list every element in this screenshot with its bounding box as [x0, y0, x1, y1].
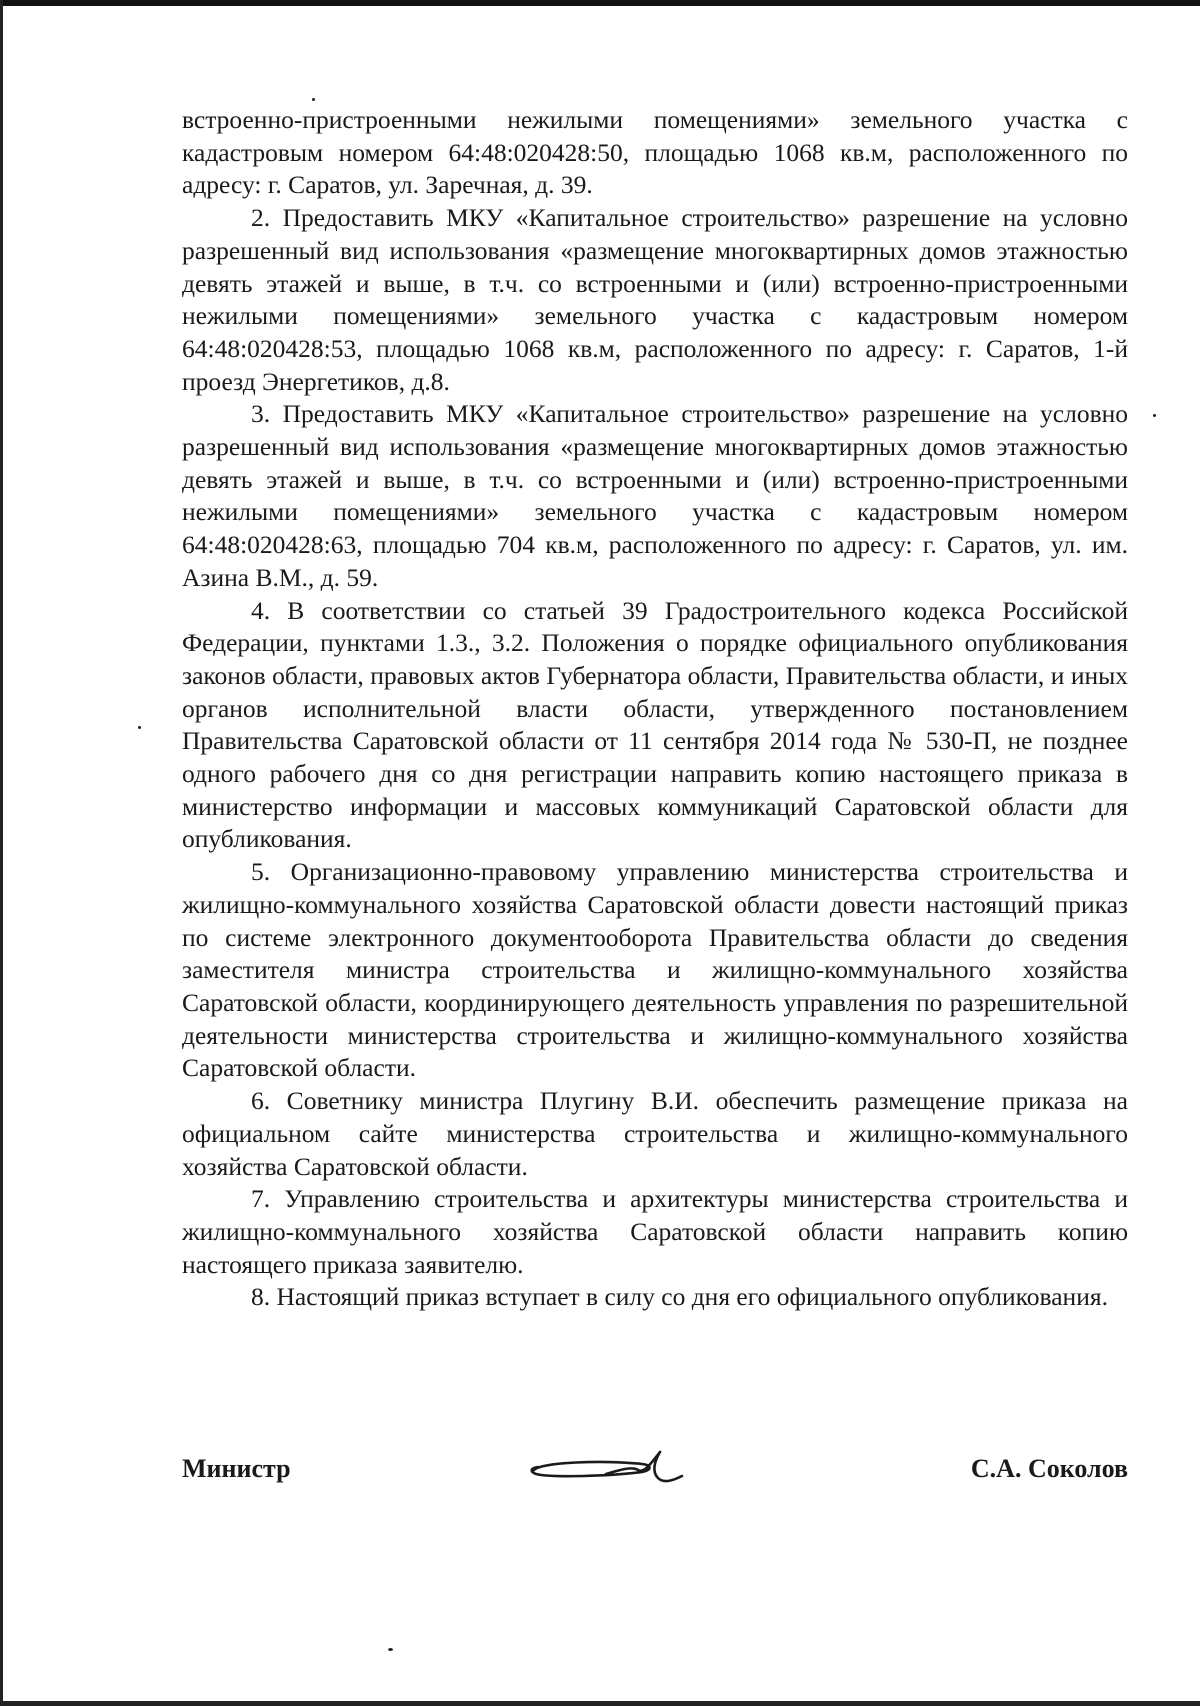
paragraph-item-3: 3. Предоставить МКУ «Капитальное строительство» разрешение на условно разрешенный вид использования «размещение многоквартирных домов этажностью девять этажей и выше, в т.ч. со встроенными и (или) встроенно-пристроенными нежилыми помещениями» земельного участка с кадастровым номером 64:48:020428:63, площадью 704 кв.м, расположенного по адресу: г. Саратов, ул. им. Азина В.М., д. 59. — [182, 399, 1128, 592]
paragraph-item-6: 6. Советнику министра Плугину В.И. обеспечить размещение приказа на официальном сайте министерства строительства и жилищно-коммунального хозяйства Саратовской области. — [182, 1086, 1128, 1181]
scan-top-edge — [0, 0, 1200, 6]
handwritten-signature — [502, 1440, 722, 1500]
paragraph-item-7: 7. Управлению строительства и архитектуры министерства строительства и жилищно-коммунального хозяйства Саратовской области направить копию настоящего приказа заявителю. — [182, 1184, 1128, 1279]
scan-speck — [312, 98, 315, 101]
paragraph-item-5: 5. Организационно-правовому управлению министерства строительства и жилищно-коммунального хозяйства Саратовской области довести настоящий приказ по системе электронного документооборота Правительства области до сведения заместителя министра строительства и жилищно-коммунального хозяйства Саратовской области, координирующего деятельность управления по разрешительной деятельности министерства строительства и жилищно-коммунального хозяйства Саратовской области. — [182, 857, 1128, 1083]
scan-left-edge — [0, 0, 3, 1706]
paragraph-item-2: 2. Предоставить МКУ «Капитальное строительство» разрешение на условно разрешенный вид использования «размещение многоквартирных домов этажностью девять этажей и выше, в т.ч. со встроенными и (или) встроенно-пристроенными нежилыми помещениями» земельного участка с кадастровым номером 64:48:020428:53, площадью 1068 кв.м, расположенного по адресу: г. Саратов, 1-й проезд Энергетиков, д.8. — [182, 203, 1128, 396]
scan-speck — [1153, 414, 1156, 417]
scan-speck — [388, 1648, 393, 1651]
paragraph-item-8: 8. Настоящий приказ вступает в силу со дня его официального опубликования. — [251, 1282, 1108, 1312]
paragraph-continuation: встроенно-пристроенными нежилыми помещениями» земельного участка с кадастровым номером 64:48:020428:50, площадью 1068 кв.м, расположенного по адресу: г. Саратов, ул. Заречная, д. 39. — [182, 105, 1128, 200]
scan-bottom-edge — [0, 1701, 1200, 1706]
scan-speck — [138, 726, 141, 729]
signatory-name: С.А. Соколов — [970, 1454, 1128, 1483]
signature-block — [182, 1440, 1128, 1500]
signatory-title: Министр — [182, 1454, 291, 1483]
paragraph-item-4: 4. В соответствии со статьей 39 Градостроительного кодекса Российской Федерации, пунктами 1.3., 3.2. Положения о порядке официального опубликования законов области, правовых актов Губернатора области, Правительства области, и иных органов исполнительной власти области, утвержденного постановлением Правительства Саратовской области от 11 сентября 2014 года № 530-П, не позднее одного рабочего дня со дня регистрации направить копию настоящего приказа в министерство информации и массовых коммуникаций Саратовской области для опубликования. — [182, 595, 1128, 854]
document-body — [182, 104, 1128, 1314]
